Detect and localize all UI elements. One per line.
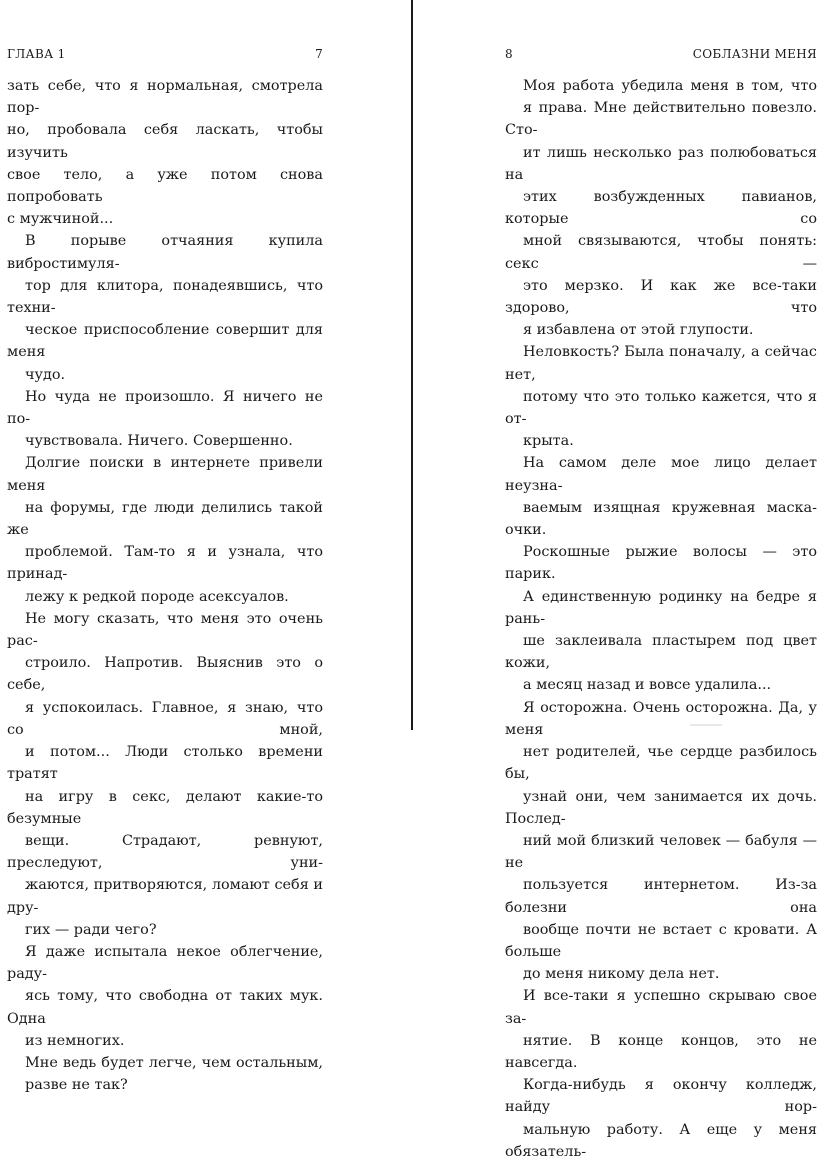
text-line: потому что это только кажется, что я от- — [505, 388, 817, 428]
text-line: Роскошные рыжие волосы — это парик. — [505, 544, 817, 583]
paragraph — [505, 341, 817, 452]
text-line: мной связываются, чтобы понять: секс — — [505, 233, 817, 272]
right-running-head — [505, 45, 817, 63]
right-page — [505, 0, 817, 1160]
text-line: чудо. — [25, 366, 66, 383]
right-page-number: 8 — [505, 47, 513, 61]
text-line: узнай они, чем занимается их дочь. Послед- — [505, 788, 817, 827]
text-line: мальную работу. А еще у меня обязатель- — [505, 1121, 817, 1160]
page-gutter-divider — [411, 0, 413, 730]
left-running-head — [7, 45, 323, 63]
text-line: ний мой близкий человек — бабуля — не — [505, 832, 817, 872]
text-line: а месяц назад и вовсе удалила... — [523, 677, 772, 694]
text-line: крыта. — [523, 433, 574, 450]
text-line: из немногих. — [25, 1032, 125, 1049]
chapter-title: ГЛАВА 1 — [7, 47, 66, 61]
text-line: с мужчиной... — [7, 211, 114, 228]
text-line: ясь тому, что свободна от таких мук. Одна — [7, 988, 323, 1027]
text-line: Не могу сказать, что меня это очень рас- — [7, 610, 323, 650]
text-line: гих — ради чего? — [25, 921, 157, 938]
text-line: тор для клитора, понадеявшись, что техни- — [7, 277, 323, 317]
paragraph — [505, 75, 817, 341]
paragraph — [505, 452, 817, 696]
text-line: я успокоилась. Главное, я знаю, что со мной, — [7, 699, 323, 738]
text-line: я права. Мне действительно повезло. Сто- — [505, 100, 817, 139]
text-line: на игру в секс, делают какие-то безумные — [7, 788, 323, 827]
text-line: чувствовала. Ничего. Совершенно. — [25, 433, 293, 450]
paragraph — [7, 386, 323, 453]
left-page-number: 7 — [315, 47, 323, 61]
paragraph — [7, 1052, 323, 1096]
text-line: я избавлена от этой глупости. — [523, 322, 754, 339]
text-line: Долгие поиски в интернете привели меня — [7, 455, 323, 494]
text-line: вообще почти не встает с кровати. А больше — [505, 921, 817, 960]
book-title: СОБЛАЗНИ МЕНЯ — [692, 47, 817, 61]
text-line: но, пробовала себя ласкать, чтобы изучить — [7, 122, 323, 161]
paragraph — [7, 75, 323, 230]
text-line: до меня никому дела нет. — [523, 966, 720, 983]
text-line: и потом... Люди столько времени тратят — [7, 744, 323, 783]
text-line: этих возбужденных павианов, которые со — [505, 189, 817, 228]
text-line: нет родителей, чье сердце разбилось бы, — [505, 744, 817, 783]
text-line: На самом деле мое лицо делает неузна- — [505, 455, 817, 494]
text-line: Я даже испытала некое облегчение, раду- — [7, 943, 323, 983]
paragraph — [505, 985, 817, 1163]
text-line: Я осторожна. Очень осторожна. Да, у меня — [505, 699, 817, 738]
text-line: на форумы, где люди делились такой же — [7, 499, 323, 539]
text-line: нятие. В конце концов, это не навсегда. — [505, 1032, 817, 1071]
text-line: лежу к редкой породе асексуалов. — [25, 588, 289, 605]
text-line: Неловкость? Была поначалу, а сейчас нет, — [505, 344, 817, 383]
left-body-text — [7, 75, 323, 1096]
text-line: вещи. Страдают, ревнуют, преследуют, уни- — [7, 832, 323, 872]
text-line: Моя работа убедила меня в том, что — [523, 78, 817, 94]
paragraph — [7, 452, 323, 607]
text-line: жаются, притворяются, ломают себя и дру- — [7, 877, 323, 916]
right-body-text — [505, 75, 817, 1163]
text-line: строило. Напротив. Выяснив это о себе, — [7, 655, 323, 694]
text-line: пользуется интернетом. Из-за болезни она — [505, 877, 817, 916]
paragraph — [7, 941, 323, 1052]
text-line: И все-таки я успешно скрываю свое за- — [505, 988, 817, 1027]
text-line: Когда-нибудь я окончу колледж, найду нор- — [505, 1077, 817, 1116]
text-line: проблемой. Там-то я и узнала, что принад- — [7, 544, 323, 583]
paragraph — [7, 230, 323, 385]
paragraph — [7, 608, 323, 941]
text-line: А единственную родинку на бедре я рань- — [505, 588, 817, 627]
left-page — [7, 0, 323, 1094]
text-line: зать себе, что я нормальная, смотрела пор- — [7, 78, 323, 117]
text-line: ше заклеивала пластырем под цвет кожи, — [505, 633, 817, 672]
text-line: ит лишь несколько раз полюбоваться на — [505, 144, 817, 183]
scan-artifact-mark — [690, 724, 722, 726]
text-line: ваемым изящная кружевная маска-очки. — [505, 499, 817, 539]
text-line: свое тело, а уже потом снова попробовать — [7, 166, 323, 206]
paragraph — [505, 697, 817, 986]
text-line: ческое приспособление совершит для меня — [7, 322, 323, 361]
text-line: В порыве отчаяния купила вибростимуля- — [7, 233, 323, 272]
text-line: разве не так? — [25, 1077, 128, 1094]
text-line: Но чуда не произошло. Я ничего не по- — [7, 388, 323, 428]
text-line: это мерзко. И как же все-таки здорово, что — [505, 277, 817, 317]
text-line: Мне ведь будет легче, чем остальным, — [25, 1054, 323, 1071]
